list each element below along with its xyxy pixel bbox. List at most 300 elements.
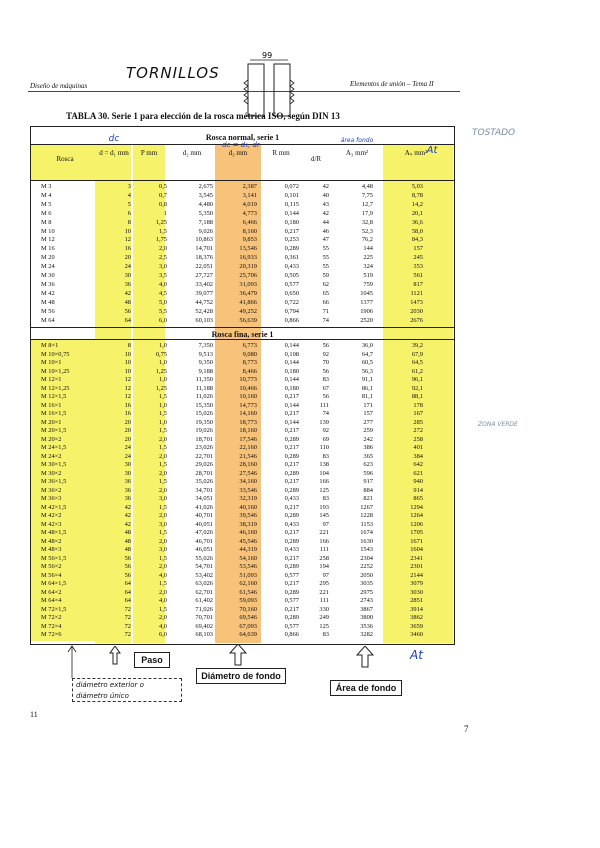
cell-d3: 14,160: [239, 410, 257, 417]
cell-as: 384: [413, 452, 423, 460]
cell-rosca: M 48×1,5: [41, 529, 67, 536]
page-number: 7: [464, 724, 469, 734]
cell-r: 0,289: [284, 245, 299, 253]
cell-rosca: M 20×2: [41, 435, 62, 443]
cell-rosca: M 12×1,5: [41, 393, 67, 400]
cell-p: 1,5: [159, 580, 167, 587]
cell-p: 1,5: [159, 444, 167, 451]
cell-d2: 44,752: [195, 298, 213, 306]
cell-a3: 81,1: [361, 393, 373, 400]
cell-d2: 47,026: [195, 529, 213, 536]
cell-d: 20: [124, 435, 131, 443]
cell-d2: 55,026: [195, 554, 213, 562]
cell-r: 0,289: [284, 537, 299, 545]
cell-dr: 83: [322, 376, 329, 383]
cell-d3: 32,319: [239, 495, 257, 502]
cell-a3: 64,7: [361, 350, 373, 358]
cell-d3: 53,546: [239, 563, 257, 570]
cell-p: 1,5: [159, 554, 167, 562]
cell-p: 1,5: [159, 410, 167, 417]
normal-row: [31, 290, 456, 299]
cell-rosca: M 48×2: [41, 537, 62, 545]
cell-p: 0,7: [159, 191, 167, 199]
cell-a3: 171: [363, 401, 373, 409]
cell-d3: 54,160: [239, 554, 257, 562]
cell-d3: 62,160: [239, 580, 257, 587]
cell-a3: 2050: [360, 571, 373, 579]
cell-a3: 144: [363, 245, 373, 253]
cell-d: 4: [127, 191, 131, 199]
cell-r: 0,433: [284, 520, 299, 528]
cell-d: 30: [124, 469, 131, 477]
cell-d3: 36,479: [239, 289, 257, 297]
cell-r: 0,253: [284, 236, 299, 244]
cell-a3: 519: [363, 272, 373, 279]
cell-as: 39,2: [411, 342, 423, 349]
cell-dr: 83: [322, 452, 329, 460]
cell-d2: 68,103: [195, 631, 213, 638]
cell-d3: 67,093: [239, 622, 257, 630]
cell-d3: 64,639: [239, 631, 257, 638]
cell-r: 0,144: [284, 401, 299, 409]
cell-a3: 52,3: [361, 227, 373, 235]
cell-rosca: M 30×2: [41, 469, 62, 477]
cell-p: 3,0: [159, 546, 167, 553]
cell-r: 0,101: [284, 191, 299, 199]
cell-d3: 40,160: [239, 503, 257, 511]
cell-d: 24: [124, 452, 131, 460]
cell-d: 48: [124, 529, 131, 536]
cell-a3: 225: [363, 254, 373, 262]
cell-p: 1,5: [159, 605, 167, 613]
cell-a3: 1267: [360, 503, 373, 511]
cell-as: 157: [413, 245, 423, 253]
cell-a3: 76,2: [361, 236, 373, 244]
cell-rosca: M 8×1: [41, 342, 59, 349]
cell-p: 2,0: [159, 452, 167, 460]
cell-a3: 2252: [360, 563, 373, 570]
cell-d3: 3,141: [242, 191, 257, 199]
handnote-line1: diámetro exterior o: [76, 681, 144, 689]
cell-dr: 166: [319, 478, 329, 485]
cell-as: 1294: [410, 503, 423, 511]
cell-p: 0,75: [155, 350, 167, 358]
fine-row: [31, 402, 456, 411]
fine-row: [31, 444, 456, 453]
cell-dr: 42: [322, 183, 329, 190]
fine-row: [31, 597, 456, 606]
cell-rosca: M 36×3: [41, 495, 62, 502]
cell-a3: 1153: [360, 520, 373, 528]
normal-row: [31, 254, 456, 263]
cell-d3: 45,546: [239, 537, 257, 545]
cell-p: 3,0: [159, 263, 167, 271]
normal-row: [31, 299, 456, 308]
cell-as: 3914: [410, 605, 423, 613]
normal-row: [31, 192, 456, 201]
fine-row: [31, 461, 456, 470]
cell-dr: 43: [322, 200, 329, 208]
cell-rosca: M 36×2: [41, 486, 62, 494]
cell-dr: 55: [322, 254, 329, 262]
fine-row: [31, 580, 456, 589]
cell-p: 1,5: [159, 503, 167, 511]
cell-as: 865: [413, 495, 423, 502]
cell-d2: 7,350: [198, 342, 213, 349]
fine-row: [31, 623, 456, 632]
cell-r: 0,577: [284, 597, 299, 604]
cell-as: 1264: [410, 512, 423, 519]
cell-d: 20: [124, 427, 131, 434]
cell-d: 12: [124, 376, 131, 383]
cell-dr: 258: [319, 554, 329, 562]
cell-as: 2301: [410, 563, 423, 570]
cell-d2: 11,026: [195, 393, 213, 400]
fine-row: [31, 376, 456, 385]
cell-rosca: M 3: [41, 183, 52, 190]
cell-rosca: M 24×1,5: [41, 444, 67, 451]
cell-d2: 11,350: [195, 376, 213, 383]
cell-as: 2676: [410, 316, 423, 324]
cell-r: 0,866: [284, 631, 299, 638]
cell-d3: 9,853: [242, 236, 257, 244]
cell-rosca: M 64×4: [41, 597, 62, 604]
cell-r: 0,217: [284, 427, 299, 434]
cell-as: 2144: [410, 571, 423, 579]
cell-rosca: M 56: [41, 307, 55, 315]
fine-row: [31, 393, 456, 402]
annot-col-d: dc: [108, 134, 120, 144]
normal-row: [31, 317, 456, 326]
cell-as: 61,2: [411, 367, 423, 375]
cell-a3: 623: [363, 461, 373, 468]
col-header-p: P mm: [140, 149, 158, 157]
cell-as: 64,5: [411, 359, 423, 366]
cell-as: 3862: [410, 614, 423, 621]
cell-d2: 9,513: [198, 350, 213, 358]
col-header-rosca: Rosca: [56, 155, 74, 163]
cell-d: 12: [124, 384, 131, 392]
cell-a3: 2304: [360, 554, 373, 562]
cell-d: 64: [124, 597, 131, 604]
cell-d: 20: [124, 254, 131, 262]
cell-p: 2,0: [159, 245, 167, 253]
cell-r: 0,217: [284, 461, 299, 468]
cell-p: 1,25: [155, 218, 167, 226]
cell-d2: 62,701: [195, 588, 213, 596]
cell-a3: 365: [363, 452, 373, 460]
fine-margin-note: ZONA VERDE: [478, 421, 518, 428]
cell-r: 0,289: [284, 614, 299, 621]
cell-as: 258: [413, 435, 423, 443]
cell-rosca: M 42×2: [41, 512, 62, 519]
handwritten-note: [72, 678, 182, 702]
cell-d2: 70,701: [195, 614, 213, 621]
cell-d3: 39,546: [239, 512, 257, 519]
cell-rosca: M 5: [41, 200, 52, 208]
cell-p: 1,25: [155, 367, 167, 375]
cell-d: 72: [124, 631, 131, 638]
cell-r: 0,289: [284, 469, 299, 477]
cell-d3: 18,160: [239, 427, 257, 434]
normal-row: [31, 245, 456, 254]
cell-rosca: M 72×6: [41, 631, 62, 638]
cell-r: 0,217: [284, 227, 299, 235]
cell-r: 0,217: [284, 393, 299, 400]
header-right-text: Elementos de unión – Tema II: [350, 80, 434, 88]
cell-p: 4,5: [159, 289, 167, 297]
fine-row: [31, 606, 456, 615]
cell-a3: 157: [363, 410, 373, 417]
cell-d: 5: [127, 200, 131, 208]
cell-a3: 2743: [360, 597, 373, 604]
cell-a3: 1630: [360, 537, 373, 545]
fine-row: [31, 453, 456, 462]
cell-d2: 9,026: [198, 227, 213, 235]
cell-dr: 221: [319, 588, 329, 596]
cell-r: 0,505: [284, 272, 299, 279]
cell-as: 2341: [410, 554, 423, 562]
cell-d3: 56,639: [239, 316, 257, 324]
cell-rosca: M 10×1,25: [41, 367, 70, 375]
cell-rosca: M 64: [41, 316, 55, 324]
cell-r: 0,289: [284, 563, 299, 570]
normal-row: [31, 183, 456, 192]
cell-dr: 71: [322, 307, 329, 315]
cell-rosca: M 64×1,5: [41, 580, 67, 587]
cell-p: 1,0: [159, 342, 167, 349]
cell-d3: 18,773: [239, 418, 257, 426]
fine-row: [31, 546, 456, 555]
cell-a3: 36,0: [361, 342, 373, 349]
handnote-line2: diámetro único: [76, 692, 129, 700]
cell-d2: 9,350: [198, 359, 213, 366]
fine-row: [31, 487, 456, 496]
cell-as: 58,0: [411, 227, 423, 235]
cell-rosca: M 24×2: [41, 452, 62, 460]
cell-d3: 8,160: [242, 227, 257, 235]
cell-dr: 249: [319, 614, 329, 621]
cell-a3: 60,5: [361, 359, 373, 366]
cell-a3: 4,48: [361, 183, 373, 190]
normal-row: [31, 263, 456, 272]
cell-r: 0,144: [284, 342, 299, 349]
cell-d3: 51,093: [239, 571, 257, 579]
cell-d2: 63,026: [195, 580, 213, 587]
cell-as: 5,03: [411, 183, 423, 190]
cell-d2: 28,701: [195, 469, 213, 477]
cell-rosca: M 6: [41, 209, 52, 217]
cell-d2: 7,188: [198, 218, 213, 226]
cell-d3: 6,466: [242, 218, 257, 226]
cell-d: 72: [124, 614, 131, 621]
cell-dr: 193: [319, 503, 329, 511]
cell-p: 1,5: [159, 461, 167, 468]
cell-dr: 166: [319, 537, 329, 545]
cell-dr: 66: [322, 298, 329, 306]
cell-as: 92,1: [411, 384, 423, 392]
cell-d2: 29,026: [195, 461, 213, 468]
cell-as: 1671: [410, 537, 423, 545]
cell-p: 3,0: [159, 495, 167, 502]
cell-r: 0,072: [284, 183, 299, 190]
cell-d: 8: [127, 342, 131, 349]
handwritten-title: TORNILLOS: [126, 64, 220, 82]
cell-dr: 97: [322, 520, 329, 528]
cell-dr: 110: [319, 444, 329, 451]
cell-d2: 19,026: [195, 427, 213, 434]
cell-rosca: M 20×1,5: [41, 427, 67, 434]
cell-as: 1705: [410, 529, 423, 536]
fine-row: [31, 555, 456, 564]
cell-as: 1604: [410, 546, 423, 553]
cell-p: 5,5: [159, 307, 167, 315]
paso-arrow: [108, 646, 122, 666]
cell-a3: 56,3: [361, 367, 373, 375]
cell-r: 0,289: [284, 435, 299, 443]
cell-as: 167: [413, 410, 423, 417]
cell-as: 84,3: [411, 236, 423, 244]
cell-dr: 56: [322, 342, 329, 349]
cell-rosca: M 72×4: [41, 622, 62, 630]
cell-p: 1,0: [159, 376, 167, 383]
cell-a3: 32,8: [361, 218, 373, 226]
col-header-a3: A₃ mm²: [345, 149, 369, 157]
cell-dr: 62: [322, 280, 329, 288]
cell-a3: 596: [363, 469, 373, 477]
cell-a3: 386: [363, 444, 373, 451]
cell-d2: 2,675: [198, 183, 213, 190]
cell-p: 2,0: [159, 512, 167, 519]
cell-p: 5,0: [159, 298, 167, 306]
cell-d2: 34,701: [195, 486, 213, 494]
cell-r: 0,180: [284, 367, 299, 375]
cell-rosca: M 30: [41, 272, 55, 279]
fine-row: [31, 631, 456, 640]
cell-rosca: M 36: [41, 280, 55, 288]
cell-d2: 53,402: [195, 571, 213, 579]
cell-a3: 324: [363, 263, 373, 271]
annot-col-a3: área fondo: [340, 137, 374, 144]
cell-a3: 1543: [360, 546, 373, 553]
cell-as: 2030: [410, 307, 423, 315]
cell-rosca: M 20: [41, 254, 55, 262]
cell-d: 24: [124, 444, 131, 451]
cell-a3: 1045: [360, 289, 373, 297]
cell-a3: 17,9: [361, 209, 373, 217]
cell-dr: 42: [322, 209, 329, 217]
cell-rosca: M 56×1,5: [41, 554, 67, 562]
cell-d2: 52,428: [195, 307, 213, 315]
cell-d: 30: [124, 272, 131, 279]
cell-a3: 242: [363, 435, 373, 443]
cell-as: 3030: [410, 588, 423, 596]
col-header-d: d = d₁ mm: [99, 149, 129, 157]
cell-d2: 15,350: [195, 401, 213, 409]
cell-d2: 22,701: [195, 452, 213, 460]
cell-dr: 83: [322, 631, 329, 638]
cell-r: 0,108: [284, 350, 299, 358]
cell-d3: 13,546: [239, 245, 257, 253]
cell-a3: 3536: [360, 622, 373, 630]
cell-d: 48: [124, 546, 131, 553]
cell-r: 0,217: [284, 444, 299, 451]
cell-a3: 821: [363, 495, 373, 502]
cell-d: 8: [127, 218, 131, 226]
cell-dr: 138: [319, 461, 329, 468]
cell-a3: 1906: [360, 307, 373, 315]
cell-dr: 221: [319, 529, 329, 536]
cell-r: 0,144: [284, 209, 299, 217]
cell-dr: 70: [322, 359, 329, 366]
fine-row: [31, 529, 456, 538]
cell-r: 0,180: [284, 384, 299, 392]
cell-rosca: M 16×1,5: [41, 410, 67, 417]
cell-dr: 92: [322, 350, 329, 358]
cell-d3: 22,160: [239, 444, 257, 451]
cell-rosca: M 20×1: [41, 418, 62, 426]
cell-rosca: M 10×0,75: [41, 350, 70, 358]
cell-d: 56: [124, 307, 131, 315]
header-left-text: Diseño de máquinas: [30, 82, 88, 90]
cell-r: 0,433: [284, 495, 299, 502]
fine-row: [31, 563, 456, 572]
cell-p: 2,0: [159, 537, 167, 545]
fine-row: [31, 470, 456, 479]
cell-rosca: M 56×2: [41, 563, 62, 570]
cell-d3: 16,933: [239, 254, 257, 262]
cell-d: 42: [124, 503, 131, 511]
cell-r: 0,866: [284, 316, 299, 324]
fine-row: [31, 385, 456, 394]
fine-row: [31, 359, 456, 368]
fine-row: [31, 419, 456, 428]
cell-dr: 74: [322, 316, 329, 324]
cell-dr: 56: [322, 393, 329, 400]
col-header-d3: d₃ mm: [228, 149, 248, 157]
bolt-body-right: [274, 64, 290, 116]
cell-r: 0,289: [284, 486, 299, 494]
cell-d: 36: [124, 486, 131, 494]
cell-rosca: M 24: [41, 263, 55, 271]
margin-note: TOSTADO: [472, 128, 516, 138]
drawing-label: 99: [262, 51, 273, 60]
fine-row: [31, 368, 456, 377]
cell-d: 64: [124, 580, 131, 587]
cell-d3: 49,252: [239, 307, 257, 315]
cell-d: 56: [124, 554, 131, 562]
cell-d: 56: [124, 563, 131, 570]
cell-dr: 46: [322, 227, 329, 235]
cell-dr: 59: [322, 272, 329, 279]
cell-d: 12: [124, 393, 131, 400]
cell-p: 2,0: [159, 588, 167, 596]
col-header-r: R mm: [272, 149, 290, 157]
cell-dr: 65: [322, 289, 329, 297]
cell-d3: 61,546: [239, 588, 257, 596]
cell-d: 64: [124, 316, 131, 324]
cell-d2: 18,701: [195, 435, 213, 443]
rule-fine: [31, 339, 454, 340]
cell-dr: 125: [319, 486, 329, 494]
cell-rosca: M 12×1,25: [41, 384, 70, 392]
cell-d: 42: [124, 512, 131, 519]
cell-d2: 34,051: [195, 495, 213, 502]
cell-rosca: M 48: [41, 298, 55, 306]
fine-row: [31, 512, 456, 521]
cell-p: 1,5: [159, 227, 167, 235]
cell-r: 0,722: [284, 298, 299, 306]
